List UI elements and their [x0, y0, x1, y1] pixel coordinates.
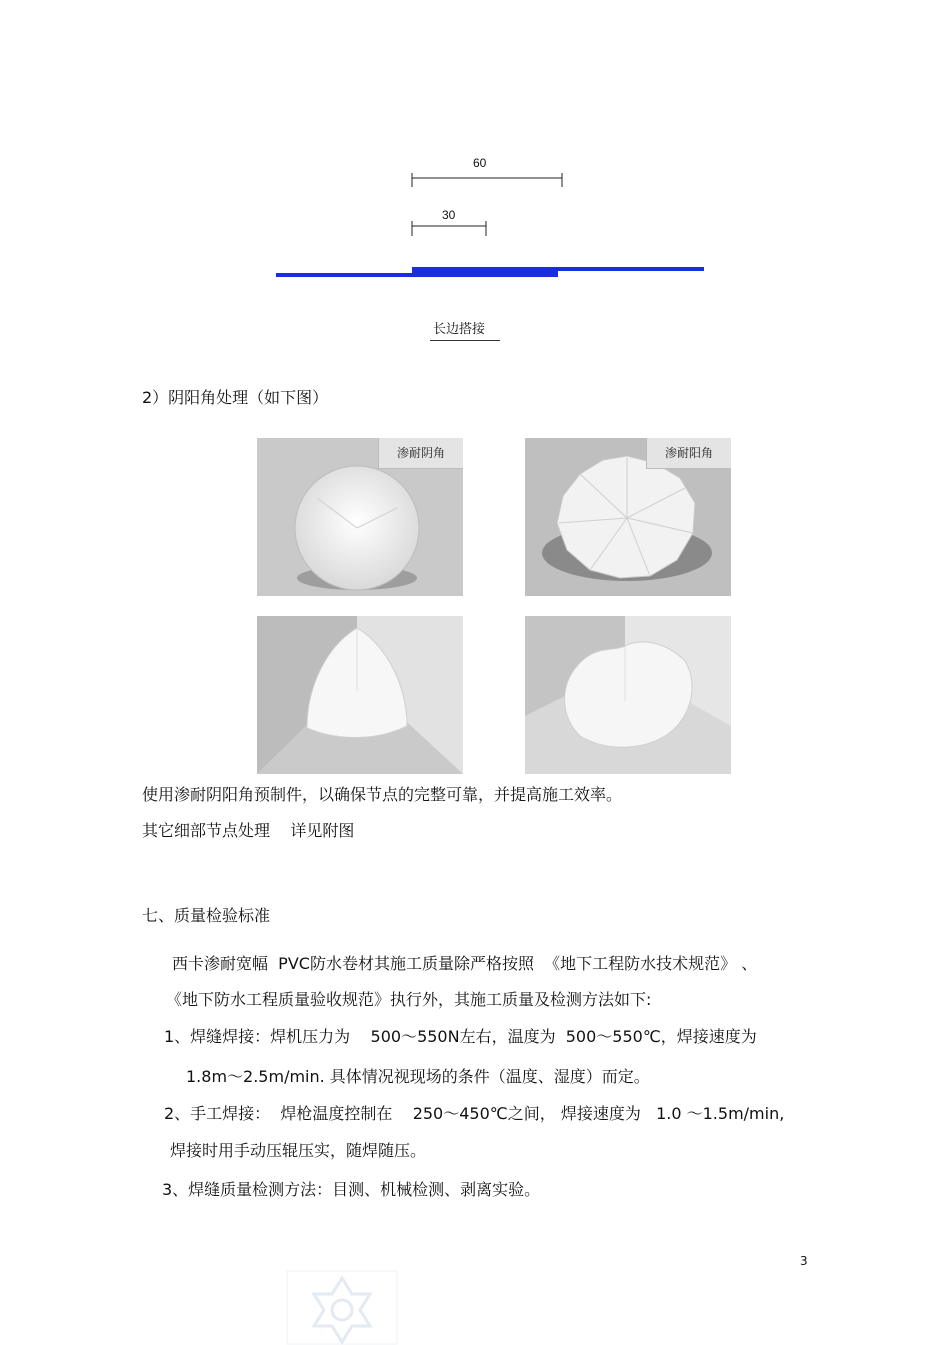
dimension-label-60: 60	[473, 156, 487, 170]
caption-underline	[430, 340, 500, 341]
inside-corner-installed-icon	[257, 616, 463, 774]
page-number: 3	[800, 1254, 808, 1268]
quality-item-2-line2: 焊接时用手动压辊压实，随焊随压。	[170, 1141, 427, 1160]
diagram-caption: 长边搭接	[433, 322, 486, 337]
section-heading-yinyang: 2）阴阳角处理（如下图）	[142, 388, 329, 407]
section-heading-quality: 七、质量检验标准	[142, 906, 271, 925]
quality-item-3: 3、焊缝质量检测方法：目测、机械检测、剥离实验。	[162, 1180, 541, 1199]
photo-label: 渗耐阳角	[646, 438, 731, 469]
watermark-logo-icon	[286, 1270, 398, 1345]
quality-item-2-line1: 2、手工焊接： 焊枪温度控制在 250～450℃之间， 焊接速度为 1.0 ～1.5m/min,	[164, 1104, 785, 1123]
paragraph-yinyang-usage: 使用渗耐阴阳角预制件，以确保节点的完整可靠，并提高施工效率。	[142, 785, 623, 804]
dimension-line-60	[270, 150, 710, 290]
photo-label: 渗耐阴角	[378, 438, 463, 469]
photo-outside-corner-piece	[525, 438, 731, 596]
paragraph-other-details: 其它细部节点处理 详见附图	[142, 821, 355, 840]
quality-intro-line1: 西卡渗耐宽幅 PVC防水卷材其施工质量除严格按照 《地下工程防水技术规范》 、	[172, 954, 758, 973]
outside-corner-installed-icon	[525, 616, 731, 774]
photo-outside-corner-installed	[525, 616, 731, 774]
photo-inside-corner-piece	[257, 438, 463, 596]
dimension-label-30: 30	[442, 208, 456, 222]
lap-overlap	[412, 270, 558, 274]
photo-inside-corner-installed	[257, 616, 463, 774]
quality-item-1-line1: 1、焊缝焊接：焊机压力为 500～550N左右，温度为 500～550℃，焊接速度为	[164, 1027, 757, 1046]
quality-intro-line2: 《地下防水工程质量验收规范》执行外，其施工质量及检测方法如下:	[166, 990, 652, 1009]
quality-item-1-line2: 1.8m～2.5m/min. 具体情况视现场的条件（温度、湿度）而定。	[186, 1067, 650, 1086]
lap-joint-diagram	[270, 150, 710, 350]
